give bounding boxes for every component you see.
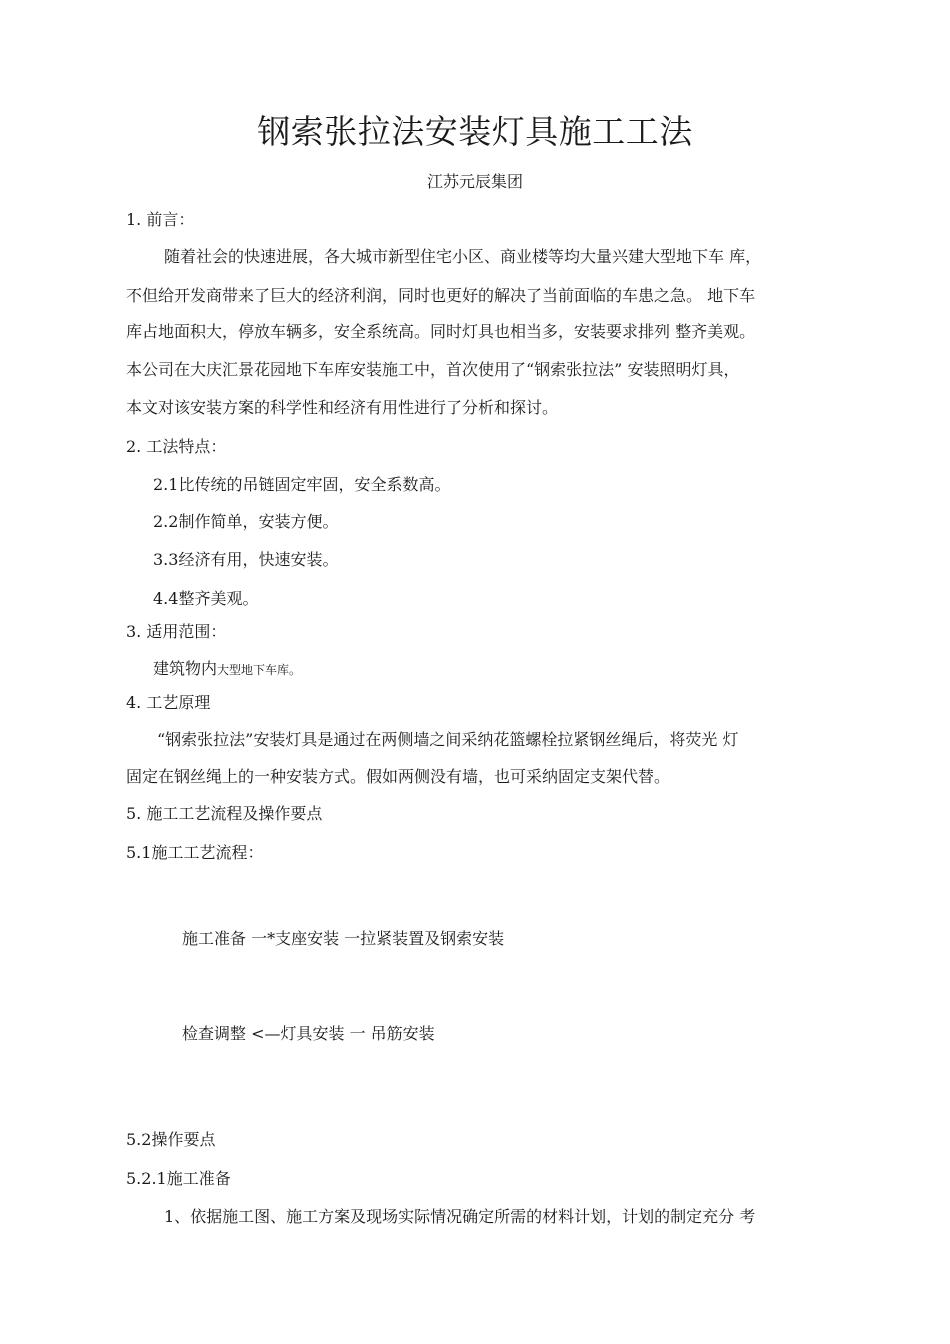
section-3-heading: 3. 适用范围： (126, 622, 227, 641)
section-4-heading: 4. 工艺原理 (126, 693, 211, 712)
process-flow-line-1: 施工准备 一*支座安装 一拉紧装置及钢索安装 (182, 929, 505, 948)
section-5-1-heading: 5.1施工工艺流程： (126, 843, 264, 862)
section-2-item: 4.4整齐美观。 (153, 589, 259, 608)
section-5-heading: 5. 施工工艺流程及操作要点 (126, 804, 323, 823)
section-1-paragraph-line: 随着社会的快速进展，各大城市新型住宅小区、商业楼等均大量兴建大型地下车 库， (164, 247, 762, 266)
section-1-paragraph-line: 本文对该安装方案的科学性和经济有用性进行了分析和探讨。 (126, 398, 559, 417)
section-5-2-heading: 5.2操作要点 (126, 1130, 216, 1149)
section-1-paragraph-line: 本公司在大庆汇景花园地下车库安装施工中，首次使用了“钢索张拉法” 安装照明灯具， (126, 360, 740, 379)
section-5-2-1-heading: 5.2.1施工准备 (126, 1169, 231, 1188)
section-1-paragraph-line: 不但给开发商带来了巨大的经济利润，同时也更好的解决了当前面临的车患之急。 地下车 (126, 286, 756, 305)
section-2-item: 2.2制作简单，安装方便。 (153, 512, 339, 531)
section-4-paragraph-line: “钢索张拉法”安装灯具是通过在两侧墙之间采纳花篮螺栓拉紧钢丝绳后，将荧光 灯 (157, 730, 739, 749)
section-3-text-small: 大型地下车库。 (217, 663, 302, 677)
section-3-text-main: 建筑物内 (153, 659, 218, 678)
section-1-paragraph-line: 库占地面积大，停放车辆多，安全系统高。同时灯具也相当多，安装要求排列 整齐美观。 (126, 322, 756, 341)
document-author: 江苏元辰集团 (426, 172, 523, 191)
section-2-heading: 2. 工法特点： (126, 437, 227, 456)
process-flow-line-2: 检查调整 <—灯具安装 一 吊筋安装 (182, 1024, 435, 1043)
section-2-item: 2.1比传统的吊链固定牢固，安全系数高。 (153, 475, 451, 494)
section-3-text (153, 659, 301, 680)
section-1-heading: 1. 前言： (126, 210, 195, 229)
document-title: 钢索张拉法安装灯具施工工法 (257, 112, 693, 151)
section-4-paragraph-line: 固定在钢丝绳上的一种安装方式。假如两侧没有墙，也可采纳固定支架代替。 (126, 767, 671, 786)
section-5-2-1-paragraph-line: 1、依据施工图、施工方案及现场实际情况确定所需的材料计划，计划的制定充分 考 (164, 1207, 756, 1226)
section-2-item: 3.3经济有用，快速安装。 (153, 550, 339, 569)
